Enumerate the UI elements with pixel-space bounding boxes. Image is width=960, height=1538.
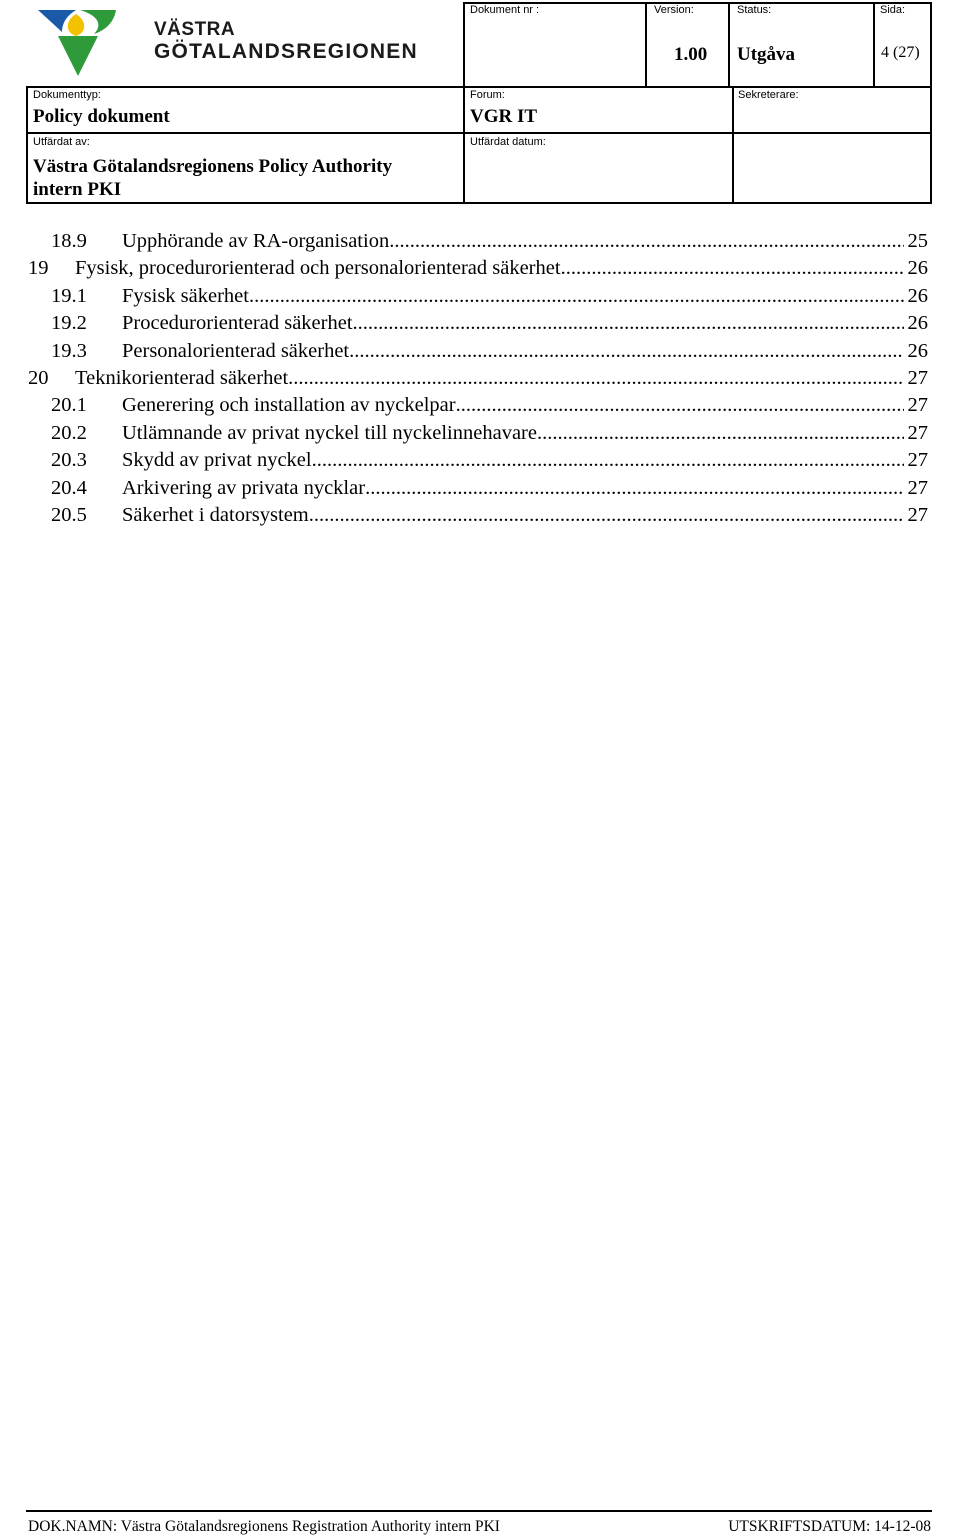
toc-entry-page: 26 (907, 312, 928, 335)
toc-entry-leader (349, 340, 903, 363)
toc-entry-leader (456, 394, 904, 417)
vgr-logo (36, 6, 418, 78)
toc-entry-title: Säkerhet i datorsystem (122, 504, 309, 526)
toc-entry-title: Generering och installation av nyckelpar (122, 394, 456, 417)
toc-entry[interactable] (0, 340, 960, 367)
toc-entry-leader (288, 367, 903, 390)
toc-entry-page: 26 (907, 284, 928, 307)
vgr-logo-mark (36, 6, 126, 78)
sida-label: Sida: (880, 4, 906, 16)
toc-entry-number: 20.1 (51, 394, 87, 417)
toc-entry-title: Fysisk säkerhet (122, 284, 249, 307)
toc-entry[interactable] (0, 449, 960, 476)
toc-entry-page: 27 (907, 449, 928, 472)
dokumenttyp-label: Dokumenttyp: (33, 89, 101, 101)
toc-entry[interactable] (0, 367, 960, 394)
toc-entry-number: 20.2 (51, 421, 87, 444)
utfardat-av-label: Utfärdat av: (33, 136, 90, 148)
toc-entry-number: 19.3 (51, 339, 87, 362)
utfardat-datum-cell (470, 136, 546, 148)
sekreterare-label: Sekreterare: (738, 89, 799, 101)
footer-print-date: UTSKRIFTSDATUM: 14-12-08 (728, 1518, 931, 1535)
toc-entry-leader (389, 230, 903, 253)
toc-entry-number: 20 (28, 367, 49, 389)
toc-entry-page: 27 (907, 367, 928, 389)
toc-entry[interactable] (0, 422, 960, 449)
logo-line2: GÖTALANDSREGIONEN (154, 40, 418, 63)
toc-entry-title: Upphörande av RA-organisation (122, 230, 390, 252)
footer-divider (26, 1510, 932, 1512)
toc-entry-title: Arkivering av privata nycklar (122, 476, 366, 499)
toc-entry-title: Skydd av privat nyckel (122, 449, 312, 472)
utfardat-av-value-line2: intern PKI (33, 179, 122, 200)
toc-entry-leader (365, 477, 903, 500)
vgr-logo-text (154, 20, 418, 62)
toc-entry-page: 27 (907, 394, 928, 417)
version-cell (654, 4, 694, 16)
toc-entry[interactable] (0, 504, 960, 531)
sekreterare-cell (738, 89, 799, 101)
toc-entry-page: 26 (907, 339, 928, 362)
toc-entry-page: 26 (907, 257, 928, 280)
toc-entry-leader (561, 257, 904, 280)
forum-value: VGR IT (470, 106, 538, 127)
utfardat-av-value-line1: Västra Götalandsregionens Policy Authority (33, 156, 393, 177)
status-value: Utgåva (737, 44, 796, 65)
toc-entry-number: 19.2 (51, 312, 87, 335)
toc-entry-page: 27 (907, 504, 928, 526)
toc-entry-number: 20.3 (51, 449, 87, 472)
sida-value: 4 (27) (881, 44, 920, 61)
toc-entry-number: 18.9 (51, 230, 87, 252)
toc-entry-leader (312, 449, 904, 472)
toc-entry[interactable] (0, 230, 960, 257)
toc-entry-leader (309, 504, 904, 527)
toc-entry-title: Utlämnande av privat nyckel till nyckelinnehavare (122, 421, 537, 444)
toc-entry-leader (353, 312, 904, 335)
logo-line1: VÄSTRA (154, 19, 236, 40)
version-label: Version: (654, 4, 694, 16)
status-cell (737, 4, 771, 16)
toc-entry-leader (249, 285, 904, 308)
dokument-nr-label: Dokument nr : (470, 4, 540, 16)
dokumenttyp-value: Policy dokument (33, 106, 170, 127)
toc-entry-title: Personalorienterad säkerhet (122, 339, 350, 362)
forum-cell (470, 89, 537, 128)
toc-entry-number: 20.5 (51, 504, 87, 526)
toc-entry[interactable] (0, 312, 960, 339)
toc-entry-number: 19 (28, 257, 49, 280)
toc-entry-number: 20.4 (51, 476, 87, 499)
toc-entry[interactable] (0, 477, 960, 504)
version-value: 1.00 (674, 44, 708, 65)
toc-entry-title: Fysisk, procedurorienterad och personalorienterad säkerhet (75, 257, 561, 280)
dokument-nr-cell (470, 4, 539, 16)
toc-entry-page: 27 (907, 476, 928, 499)
footer-document-name: DOK.NAMN: Västra Götalandsregionens Registration Authority intern PKI (28, 1518, 500, 1535)
toc-entry-title: Procedurorienterad säkerhet (122, 312, 353, 335)
sida-cell (880, 4, 905, 16)
toc-entry[interactable] (0, 285, 960, 312)
forum-label: Forum: (470, 89, 505, 101)
status-label: Status: (737, 4, 772, 16)
toc-entry-page: 25 (907, 230, 928, 252)
toc-entry[interactable] (0, 257, 960, 284)
toc-entry-page: 27 (907, 421, 928, 444)
toc-entry[interactable] (0, 394, 960, 421)
toc-entry-leader (537, 422, 904, 445)
dokumenttyp-cell (33, 89, 170, 128)
utfardat-av-cell (33, 136, 392, 201)
utfardat-datum-label: Utfärdat datum: (470, 136, 546, 148)
toc-entry-title: Teknikorienterad säkerhet (75, 367, 289, 389)
toc-entry-number: 19.1 (51, 284, 87, 307)
